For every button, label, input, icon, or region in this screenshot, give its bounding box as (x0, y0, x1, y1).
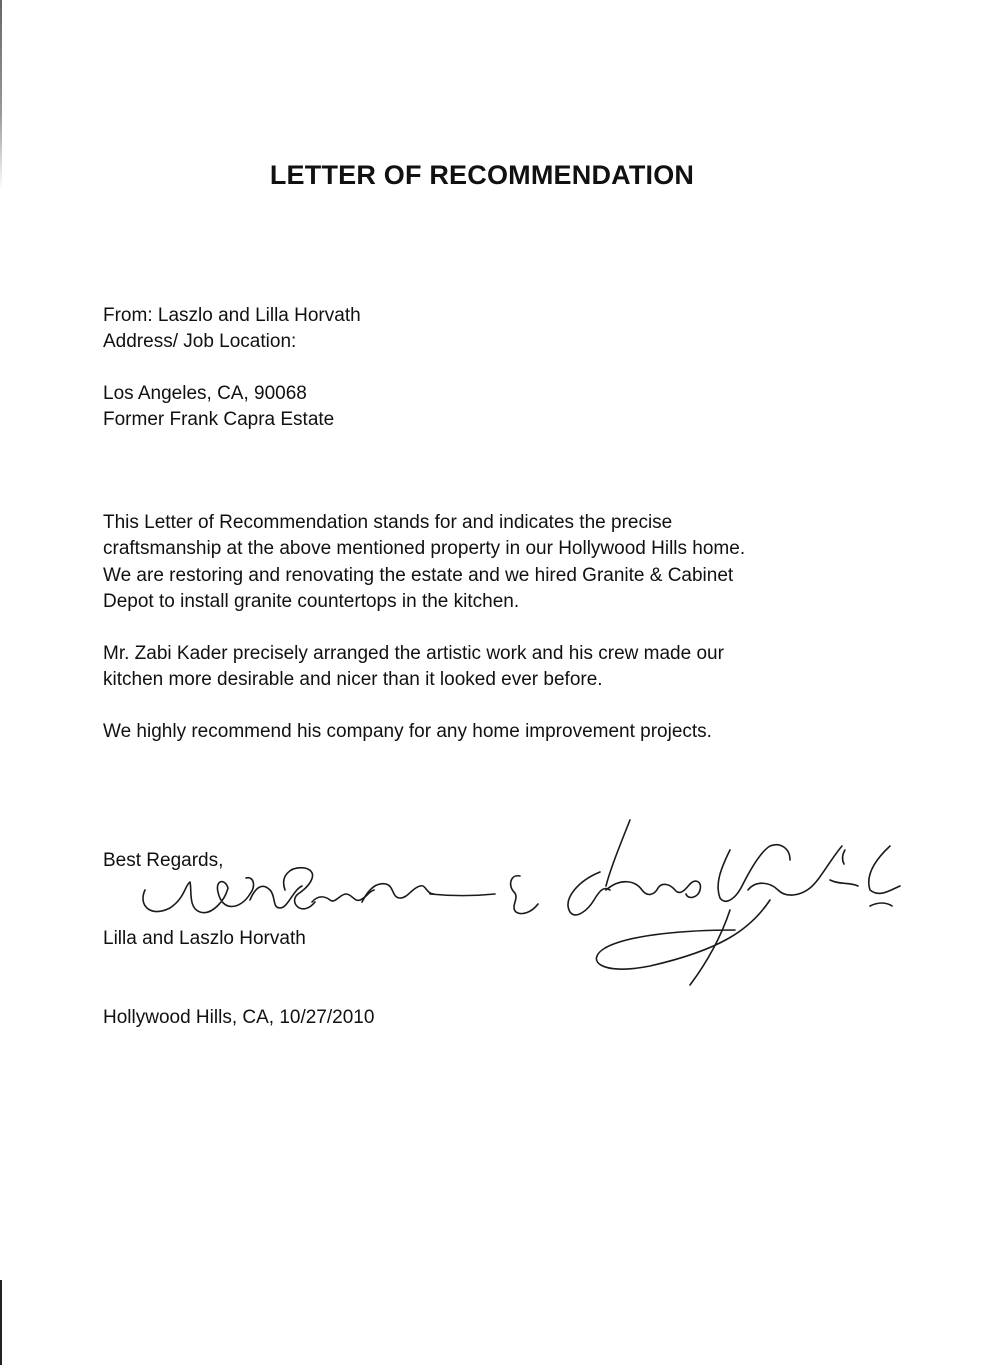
body-paragraph-2 (103, 641, 843, 694)
signatories: Lilla and Laszlo Horvath (103, 928, 306, 949)
address-line-2: Former Frank Capra Estate (103, 409, 335, 430)
address-label: Address/ Job Location: (103, 331, 297, 352)
paragraph-line: This Letter of Recommendation stands for and indicates the precise (103, 512, 673, 533)
from-line: From: Laszlo and Lilla Horvath (103, 305, 361, 326)
body-paragraph-1 (103, 510, 843, 615)
paragraph-line: craftsmanship at the above mentioned property in our Hollywood Hills home. (103, 538, 746, 560)
paragraph-line: kitchen more desirable and nicer than it looked ever before. (103, 669, 603, 691)
address-line-1: Los Angeles, CA, 90068 (103, 383, 307, 404)
scan-edge-mark (0, 1280, 2, 1365)
place-date: Hollywood Hills, CA, 10/27/2010 (103, 1007, 375, 1028)
letter-title: LETTER OF RECOMMENDATION (269, 160, 695, 190)
handwritten-signature (130, 790, 910, 1000)
body-paragraph-3: We highly recommend his company for any home improvement projects. (103, 721, 712, 742)
signature-drawing (130, 790, 910, 1000)
paragraph-line: Depot to install granite countertops in the kitchen. (103, 590, 520, 612)
closing: Best Regards, (103, 850, 224, 871)
paragraph-line: Mr. Zabi Kader precisely arranged the artistic work and his crew made our (103, 643, 724, 664)
paragraph-line: We are restoring and renovating the estate and we hired Granite & Cabinet (103, 564, 734, 586)
